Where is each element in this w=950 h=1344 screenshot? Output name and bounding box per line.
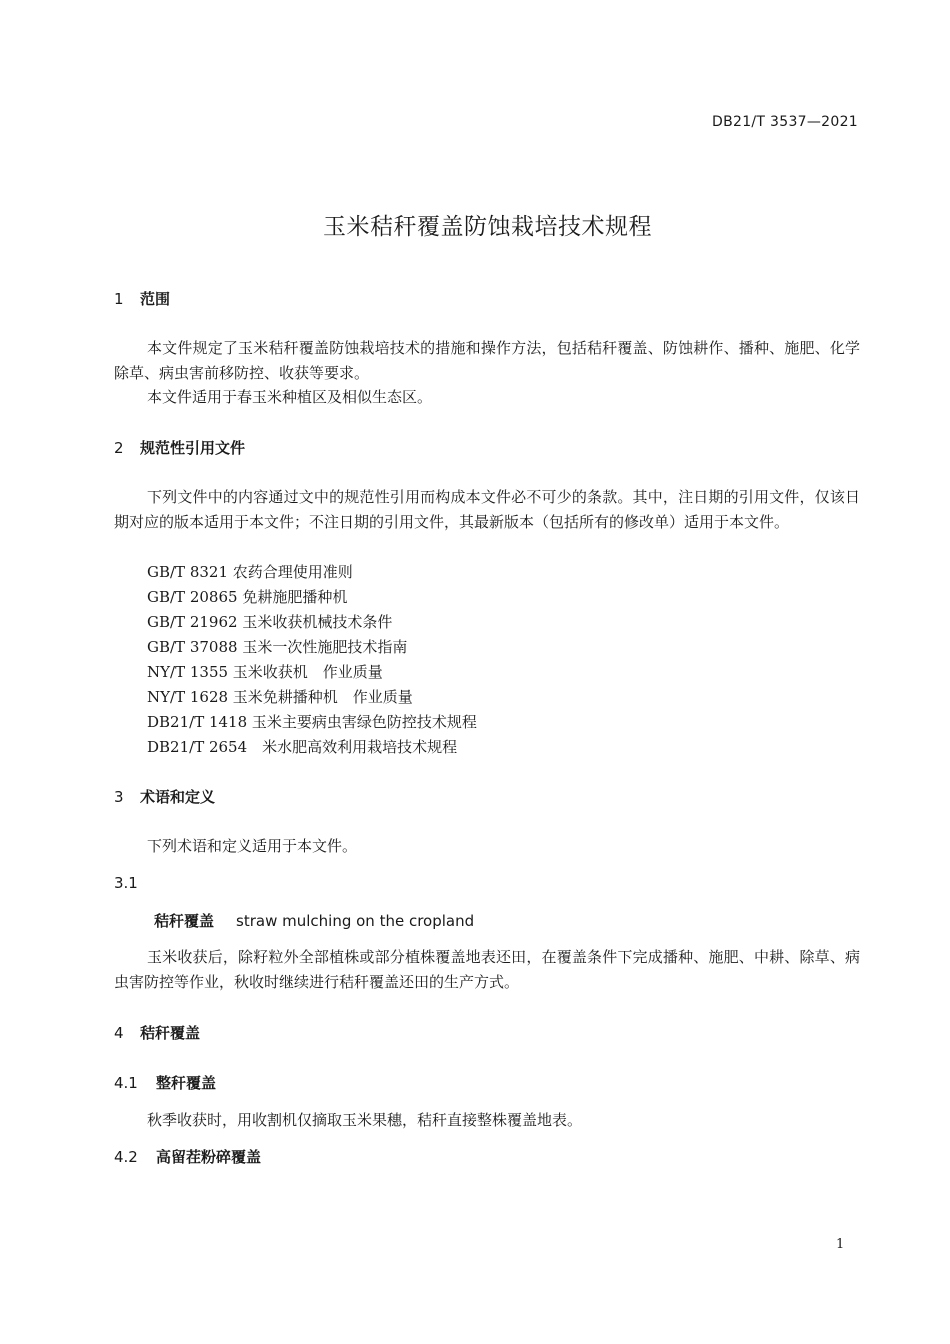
section-1-heading [114,288,170,309]
section-4-1-text: 秋季收获时，用收割机仅摘取玉米果穗，秸秆直接整株覆盖地表。 [147,1111,583,1129]
section-4-2-heading [114,1146,261,1167]
subsection-title: 高留茬粉碎覆盖 [156,1148,262,1166]
reference-item: DB21/T 2654 米水肥高效利用栽培技术规程 [147,738,458,756]
reference-item: NY/T 1355 玉米收获机 作业质量 [147,663,383,681]
section-4-heading [114,1022,200,1043]
page-number: 1 [836,1237,845,1252]
section-title: 秸秆覆盖 [140,1024,201,1042]
normative-references-intro: 下列文件中的内容通过文中的规范性引用而构成本文件必不可少的条款。其中，注日期的引用文件，仅该日期对应的版本适用于本文件；不注日期的引用文件，其最新版本（包括所有的修改单）适用于本文件。 [114,488,860,531]
section-number: 2 [114,439,124,457]
section-title: 规范性引用文件 [140,439,246,457]
subsection-title: 整秆覆盖 [156,1074,217,1092]
section-4-1-heading [114,1072,216,1093]
term-3-1-number: 3.1 [114,874,138,892]
subsection-number: 4.1 [114,1074,138,1092]
subsection-number: 4.2 [114,1148,138,1166]
term-english: straw mulching on the cropland [236,912,475,930]
document-title: 玉米秸秆覆盖防蚀栽培技术规程 [323,214,652,240]
reference-item: DB21/T 1418 玉米主要病虫害绿色防控技术规程 [147,713,477,731]
section-number: 3 [114,788,124,806]
section-title: 范围 [140,290,171,308]
terms-intro: 下列术语和定义适用于本文件。 [147,837,358,855]
section-title: 术语和定义 [140,788,216,806]
section-3-heading [114,786,215,807]
scope-paragraph-2: 本文件适用于春玉米种植区及相似生态区。 [147,388,433,406]
standard-code: DB21/T 3537—2021 [712,114,858,130]
term-3-1-definition: 玉米收获后，除籽粒外全部植株或部分植株覆盖地表还田，在覆盖条件下完成播种、施肥、中耕、除草、病虫害防控等作业，秋收时继续进行秸秆覆盖还田的生产方式。 [114,948,860,991]
reference-item: GB/T 8321 农药合理使用准则 [147,563,353,581]
reference-item: GB/T 37088 玉米一次性施肥技术指南 [147,638,408,656]
term-chinese: 秸秆覆盖 [154,912,215,930]
section-2-heading [114,437,245,458]
reference-item: GB/T 20865 免耕施肥播种机 [147,588,348,606]
reference-item: GB/T 21962 玉米收获机械技术条件 [147,613,393,631]
scope-paragraph-1: 本文件规定了玉米秸秆覆盖防蚀栽培技术的措施和操作方法，包括秸秆覆盖、防蚀耕作、播种、施肥、化学除草、病虫害前移防控、收获等要求。 [114,339,860,382]
section-number: 4 [114,1024,124,1042]
term-3-1 [154,910,474,931]
section-number: 1 [114,290,124,308]
reference-item: NY/T 1628 玉米免耕播种机 作业质量 [147,688,413,706]
